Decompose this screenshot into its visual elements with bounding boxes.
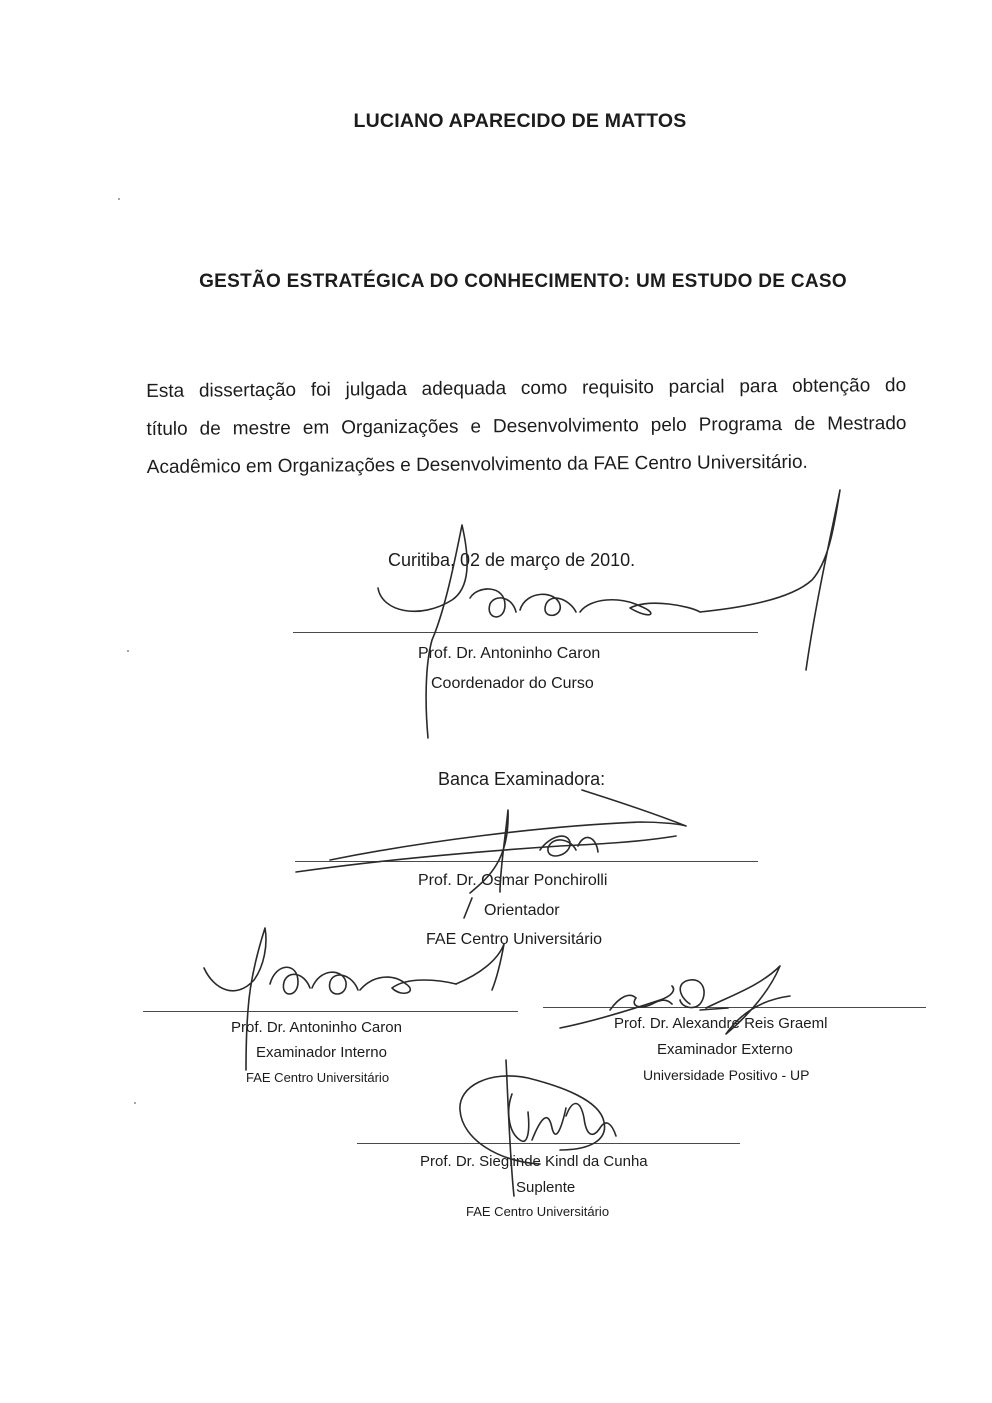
advisor-institution: FAE Centro Universitário xyxy=(426,931,603,948)
advisor-signature-line xyxy=(295,861,758,862)
external-examiner-role: Examinador Externo xyxy=(657,1041,793,1058)
internal-examiner-role: Examinador Interno xyxy=(256,1044,387,1061)
substitute-signature xyxy=(460,1060,616,1196)
approval-statement xyxy=(146,367,907,487)
coordinator-signature xyxy=(378,490,840,738)
author-name: LUCIANO APARECIDO DE MATTOS xyxy=(353,110,687,132)
external-examiner-signature-line xyxy=(543,1007,926,1008)
advisor-role: Orientador xyxy=(484,902,560,919)
substitute-name: Prof. Dr. Sieglinde Kindl da Cunha xyxy=(420,1153,648,1170)
coordinator-signature-line xyxy=(293,632,758,633)
scan-speck xyxy=(118,198,120,200)
approval-line: Esta dissertação foi julgada adequada como requisito parcial para obtenção do xyxy=(146,375,907,402)
external-examiner-name: Prof. Dr. Alexandre Reis Graeml xyxy=(614,1015,828,1032)
internal-examiner-name: Prof. Dr. Antoninho Caron xyxy=(231,1019,402,1036)
approval-line: título de mestre em Organizações e Desenvolvimento pelo Programa de Mestrado xyxy=(146,413,907,440)
internal-examiner-signature-line xyxy=(143,1011,518,1012)
coordinator-name: Prof. Dr. Antoninho Caron xyxy=(418,645,601,662)
scan-speck xyxy=(134,1102,136,1104)
scan-speck xyxy=(127,650,129,652)
coordinator-role: Coordenador do Curso xyxy=(431,675,594,692)
board-label: Banca Examinadora: xyxy=(438,769,606,789)
external-examiner-institution: Universidade Positivo - UP xyxy=(643,1067,810,1083)
dissertation-title: GESTÃO ESTRATÉGICA DO CONHECIMENTO: UM ESTUDO DE CASO xyxy=(199,271,847,292)
advisor-signature xyxy=(296,790,686,918)
substitute-institution: FAE Centro Universitário xyxy=(466,1204,610,1219)
approval-line: Acadêmico em Organizações e Desenvolvimento da FAE Centro Universitário. xyxy=(146,451,808,478)
advisor-name: Prof. Dr. Osmar Ponchirolli xyxy=(418,872,608,889)
place-date: Curitiba, 02 de março de 2010. xyxy=(388,550,636,570)
substitute-role: Suplente xyxy=(516,1179,576,1196)
internal-examiner-institution: FAE Centro Universitário xyxy=(246,1070,390,1085)
substitute-signature-line xyxy=(357,1143,740,1144)
